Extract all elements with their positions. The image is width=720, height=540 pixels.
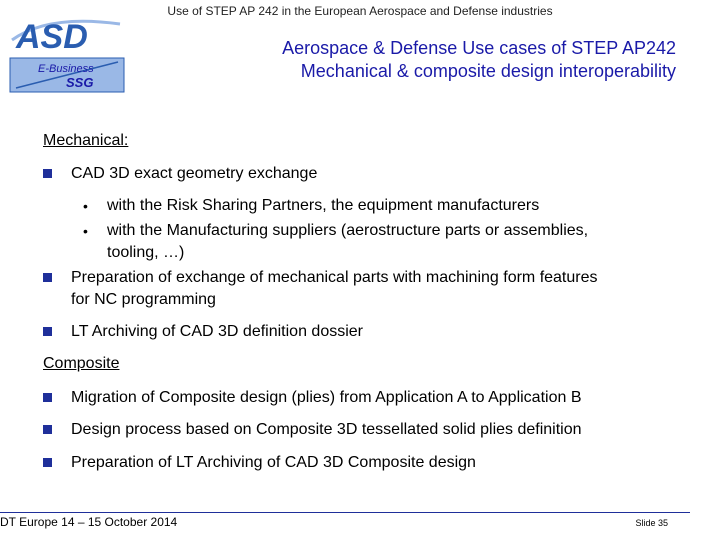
square-bullet-icon	[43, 458, 52, 467]
slide-title	[160, 37, 676, 83]
square-bullet-icon	[43, 425, 52, 434]
list-item-text: Preparation of LT Archiving of CAD 3D Composite design	[71, 454, 476, 471]
list-item-text: Migration of Composite design (plies) from Application A to Application B	[71, 389, 582, 406]
square-bullet-icon	[43, 273, 52, 282]
sub-list-item-text: with the Risk Sharing Partners, the equipment manufacturers	[107, 197, 540, 214]
logo-brand: ASD	[16, 18, 88, 56]
list-item-text: Preparation of exchange of mechanical parts with machining form features	[71, 269, 598, 286]
square-bullet-icon	[43, 393, 52, 402]
list-item	[43, 387, 703, 409]
list-item-text: LT Archiving of CAD 3D definition dossier	[71, 323, 363, 340]
slide-title-line2: Mechanical & composite design interoperability	[300, 61, 676, 81]
header-top-text: Use of STEP AP 242 in the European Aerospace and Defense industries	[167, 4, 553, 18]
list-item-text-continued: for NC programming	[71, 291, 216, 308]
list-item	[43, 452, 703, 474]
list-item	[43, 321, 703, 343]
logo-badge-line2: SSG	[66, 75, 94, 90]
sub-list-item	[83, 195, 683, 217]
sub-list-item-text-continued: tooling, …)	[107, 244, 185, 261]
mechanical-heading: Mechanical:	[43, 132, 129, 149]
footer-divider	[0, 512, 690, 513]
sub-list-item-text: with the Manufacturing suppliers (aerostructure parts or assemblies,	[107, 222, 589, 239]
list-item-text: Design process based on Composite 3D tessellated solid plies definition	[71, 421, 582, 438]
square-bullet-icon	[43, 327, 52, 336]
sub-list-item	[83, 220, 683, 264]
list-item	[43, 419, 703, 441]
slide-number: Slide 35	[635, 518, 668, 528]
list-item-text: CAD 3D exact geometry exchange	[71, 165, 318, 182]
dot-bullet-icon: •	[83, 223, 88, 239]
list-item	[43, 267, 703, 311]
logo-badge-line1: E-Business	[38, 63, 94, 75]
composite-heading: Composite	[43, 355, 120, 372]
list-item	[43, 163, 703, 185]
footer-event-text: DT Europe 14 – 15 October 2014	[0, 515, 178, 529]
asd-logo-graphic	[8, 14, 126, 94]
asd-logo	[8, 14, 126, 94]
slide-title-line1: Aerospace & Defense Use cases of STEP AP242	[282, 38, 676, 58]
dot-bullet-icon: •	[83, 198, 88, 214]
square-bullet-icon	[43, 169, 52, 178]
